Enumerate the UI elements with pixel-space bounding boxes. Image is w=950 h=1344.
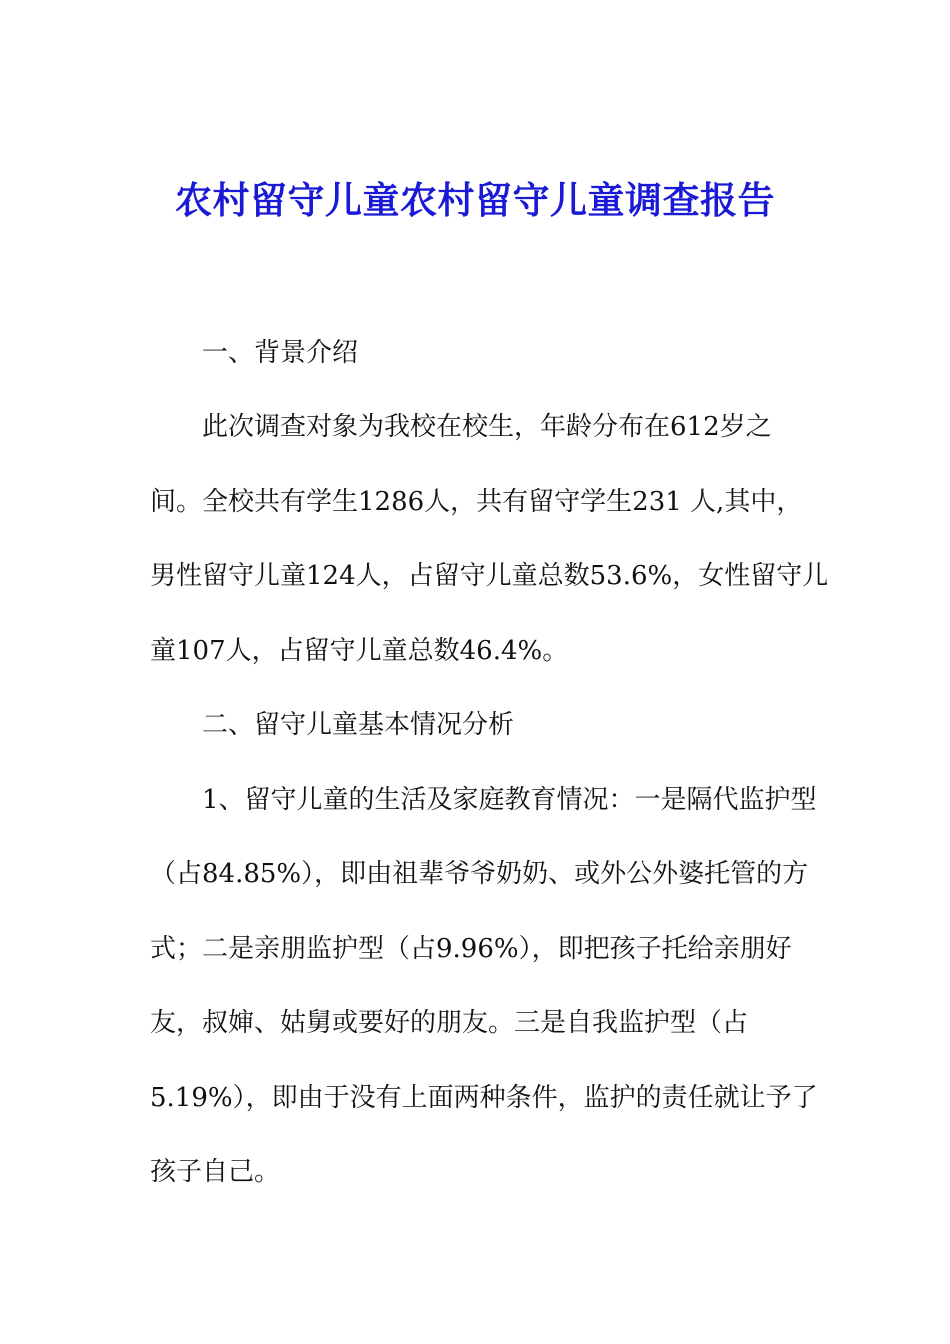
paragraph-line: 孩子自己。	[150, 1157, 281, 1187]
document-title: 农村留守儿童农村留守儿童调查报告	[175, 178, 775, 222]
section-heading-analysis: 二、留守儿童基本情况分析	[202, 710, 515, 740]
paragraph-line: 1、留守儿童的生活及家庭教育情况：一是隔代监护型	[202, 785, 817, 815]
paragraph-line: 童107人，占留守儿童总数46.4%。	[150, 636, 569, 666]
paragraph-line: （占84.85%），即由祖辈爷爷奶奶、或外公外婆托管的方	[150, 859, 809, 889]
paragraph-line: 式；二是亲朋监护型（占9.96%），即把孩子托给亲朋好	[150, 934, 792, 964]
paragraph-line: 此次调查对象为我校在校生，年龄分布在612岁之	[202, 412, 772, 442]
section-heading-background: 一、背景介绍	[202, 338, 359, 368]
paragraph-line: 间。全校共有学生1286人，共有留守学生231 人,其中，	[150, 487, 803, 517]
paragraph-line: 友，叔婶、姑舅或要好的朋友。三是自我监护型（占	[150, 1008, 749, 1038]
paragraph-line: 男性留守儿童124人，占留守儿童总数53.6%，女性留守儿	[150, 561, 829, 591]
paragraph-line: 5.19%），即由于没有上面两种条件，监护的责任就让予了	[150, 1083, 818, 1113]
